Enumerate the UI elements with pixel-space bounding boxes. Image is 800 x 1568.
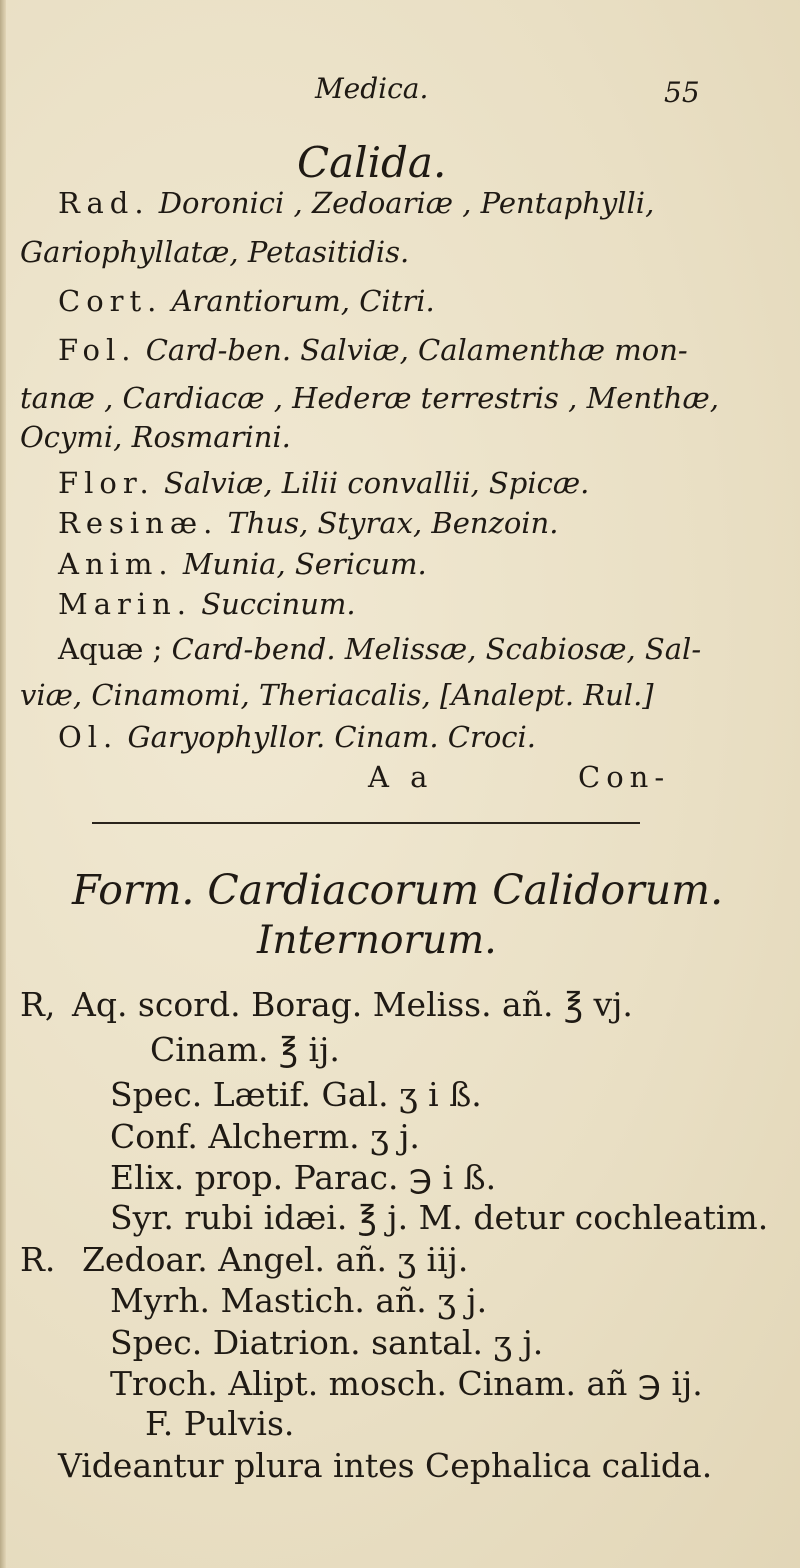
entry-marin bbox=[58, 587, 356, 621]
entry-label: Ol. bbox=[58, 720, 119, 754]
formulae-subtitle: Internorum. bbox=[257, 918, 497, 963]
entry-text: Salviæ, Lilii convallii, Spicæ. bbox=[163, 466, 590, 500]
entry-text: Arantiorum, Citri. bbox=[171, 284, 435, 318]
recipe-2-line: F. Pulvis. bbox=[145, 1404, 295, 1443]
entry-aquae-continued: viæ, Cinamomi, Theriacalis, [Analept. Rul.] bbox=[20, 678, 654, 712]
entry-label: Anim. bbox=[58, 547, 174, 581]
entry-cort bbox=[58, 284, 435, 318]
entry-label: Marin. bbox=[58, 587, 193, 621]
section-title: Calida. bbox=[297, 138, 447, 187]
entry-anim bbox=[58, 547, 427, 581]
entry-rad-continued: Gariophyllatæ, Petasitidis. bbox=[20, 235, 410, 269]
page-number: 55 bbox=[664, 76, 700, 109]
entry-fol-continued: tanæ , Cardiacæ , Hederæ terrestris , Menthæ, bbox=[20, 381, 719, 415]
entry-text: Doronici , Zedoariæ , Pentaphylli, bbox=[158, 186, 655, 220]
entry-label: Fol. bbox=[58, 333, 137, 367]
entry-text: Card-bend. Melissæ, Scabiosæ, Sal- bbox=[171, 632, 702, 666]
entry-label: Aquæ ; bbox=[58, 632, 163, 666]
divider-rule bbox=[92, 822, 640, 824]
entry-rad bbox=[58, 186, 654, 220]
entry-resinae bbox=[58, 506, 558, 540]
recipe-2-line: Troch. Alipt. mosch. Cinam. añ ℈ ij. bbox=[110, 1364, 703, 1403]
catchword: Con- bbox=[578, 760, 671, 794]
recipe-1-line: Spec. Lætif. Gal. ʒ i ß. bbox=[110, 1075, 482, 1114]
entry-text: Munia, Sericum. bbox=[182, 547, 427, 581]
entry-fol-continued-2: Ocymi, Rosmarini. bbox=[20, 420, 291, 454]
recipe-1-line: Syr. rubi idæi. ℥ j. M. detur cochleatim. bbox=[110, 1198, 769, 1237]
recipe-2-line: Zedoar. Angel. añ. ʒ iij. bbox=[82, 1240, 469, 1279]
recipe-2-line: Spec. Diatrion. santal. ʒ j. bbox=[110, 1323, 544, 1362]
entry-text: Thus, Styrax, Benzoin. bbox=[227, 506, 559, 540]
entry-label: Rad. bbox=[58, 186, 150, 220]
recipe-1-line: Conf. Alcherm. ʒ j. bbox=[110, 1117, 420, 1156]
entry-label: Resinæ. bbox=[58, 506, 219, 540]
running-head: Medica. bbox=[315, 72, 429, 105]
recipe-symbol-2: R. bbox=[20, 1240, 56, 1279]
entry-flor bbox=[58, 466, 589, 500]
book-spine-shadow bbox=[0, 0, 6, 1568]
entry-fol bbox=[58, 333, 688, 367]
recipe-1-line: Cinam. ℥ ij. bbox=[150, 1030, 340, 1069]
entry-label: Flor. bbox=[58, 466, 155, 500]
entry-ol bbox=[58, 720, 536, 754]
formulae-title: Form. Cardiacorum Calidorum. bbox=[72, 866, 724, 914]
recipe-1-line: Elix. prop. Parac. ℈ i ß. bbox=[110, 1158, 497, 1197]
recipe-2-line: Myrh. Mastich. añ. ʒ j. bbox=[110, 1281, 488, 1320]
recipe-symbol-1: R, bbox=[20, 985, 56, 1024]
closing-note: Videantur plura intes Cephalica calida. bbox=[58, 1446, 713, 1485]
entry-aquae bbox=[58, 632, 701, 666]
entry-label: Cort. bbox=[58, 284, 163, 318]
entry-text: Garyophyllor. Cinam. Croci. bbox=[127, 720, 537, 754]
signature-mark: A a bbox=[368, 760, 434, 794]
entry-text: Card-ben. Salviæ, Calamenthæ mon- bbox=[145, 333, 688, 367]
recipe-1-line: Aq. scord. Borag. Meliss. añ. ℥ vj. bbox=[72, 985, 633, 1024]
entry-text: Succinum. bbox=[201, 587, 356, 621]
